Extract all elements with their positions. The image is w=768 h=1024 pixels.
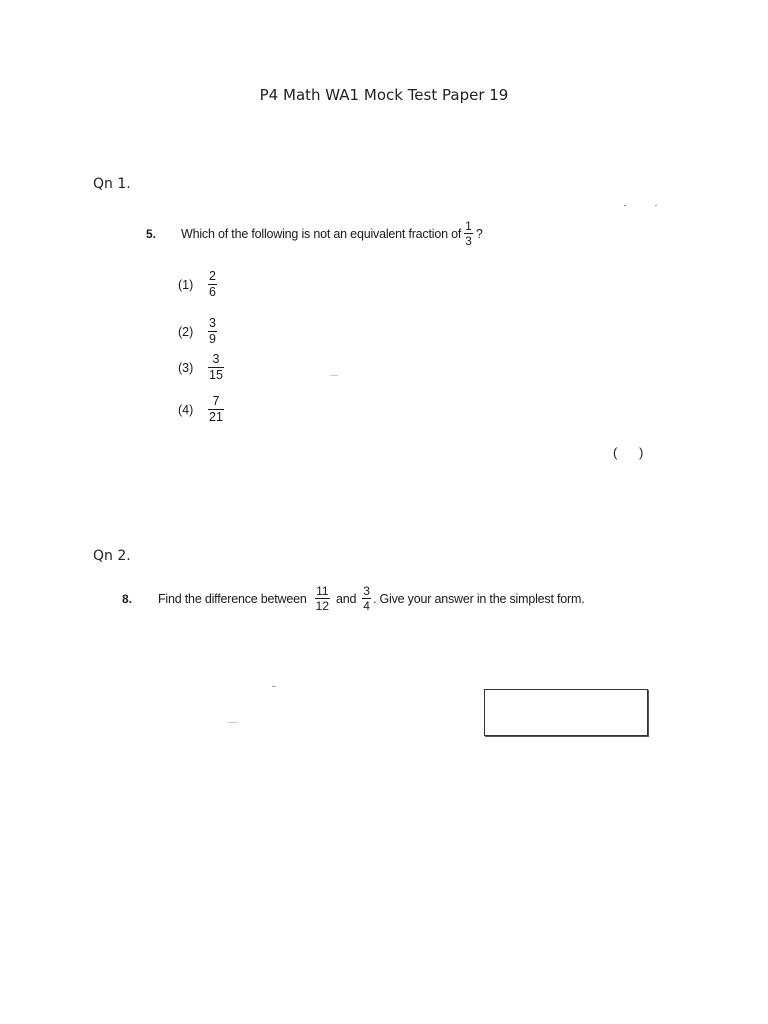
option-label: (4)	[178, 402, 194, 417]
question-1-label: Qn 1.	[93, 176, 131, 192]
question-1-fraction	[464, 220, 473, 247]
scan-speck	[330, 375, 338, 376]
answer-bracket[interactable]: ( )	[613, 445, 644, 460]
option-1	[178, 270, 217, 299]
option-fraction	[208, 353, 224, 382]
fraction-numerator: 11	[316, 584, 329, 598]
question-1-end: ?	[475, 226, 483, 241]
option-fraction	[208, 317, 217, 346]
option-label: (1)	[178, 277, 194, 292]
question-2-fraction-1	[315, 585, 330, 612]
scan-speck	[228, 722, 238, 723]
fraction-numerator: 7	[212, 394, 220, 408]
option-label: (2)	[178, 324, 194, 339]
fraction-denominator: 21	[209, 410, 223, 424]
question-2-label: Qn 2.	[93, 548, 131, 564]
scan-speck	[624, 205, 626, 206]
option-4	[178, 395, 224, 424]
option-label: (3)	[178, 360, 194, 375]
fraction-denominator: 4	[363, 599, 370, 613]
question-1-number: 5.	[146, 226, 157, 241]
question-1-text: Which of the following is not an equivalent fraction of	[181, 226, 462, 241]
question-1-stem	[146, 220, 483, 247]
option-3	[178, 353, 224, 382]
fraction-denominator: 6	[209, 285, 216, 299]
fraction-numerator: 1	[465, 219, 472, 233]
question-2-stem	[122, 585, 584, 612]
question-2-number: 8.	[122, 591, 133, 606]
fraction-denominator: 3	[465, 234, 472, 248]
question-2-text-after: . Give your answer in the simplest form.	[372, 591, 585, 606]
question-2-text-before: Find the difference between	[158, 591, 307, 606]
fraction-denominator: 9	[209, 332, 216, 346]
scan-speck	[655, 204, 657, 206]
question-2-fraction-2	[362, 585, 371, 612]
fraction-denominator: 15	[209, 368, 223, 382]
fraction-numerator: 2	[209, 269, 216, 283]
option-2	[178, 317, 217, 346]
scan-speck	[272, 686, 276, 687]
option-fraction	[208, 270, 217, 299]
fraction-numerator: 3	[209, 316, 216, 330]
answer-box[interactable]	[484, 689, 648, 736]
option-fraction	[208, 395, 224, 424]
fraction-numerator: 3	[363, 584, 370, 598]
question-2-and: and	[336, 591, 357, 606]
fraction-numerator: 3	[212, 352, 220, 366]
fraction-denominator: 12	[315, 599, 329, 613]
page-title: P4 Math WA1 Mock Test Paper 19	[259, 86, 509, 104]
